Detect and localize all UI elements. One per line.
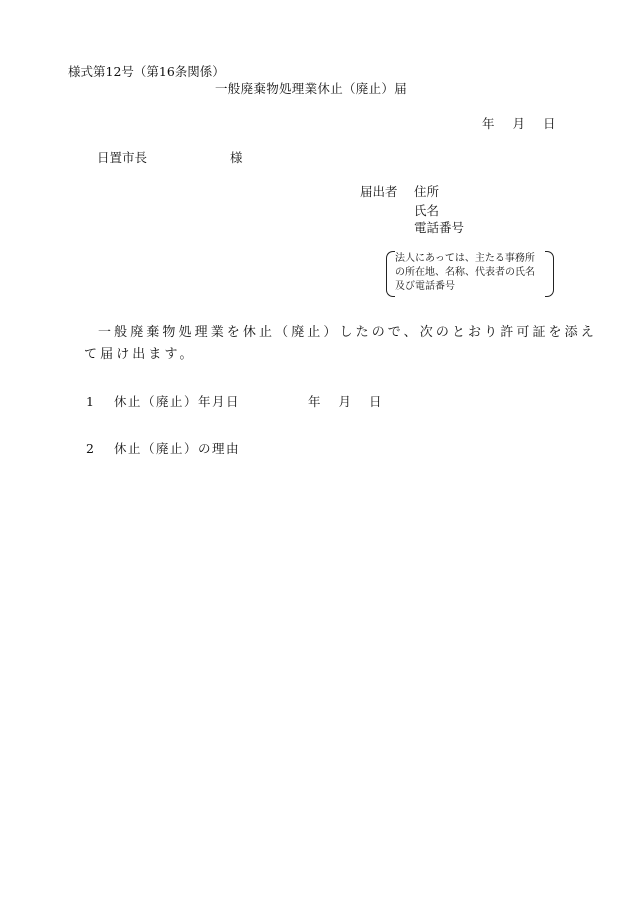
addressee-honorific: 様 [230, 150, 243, 165]
form-title: 一般廃棄物処理業休止（廃止）届 [215, 81, 408, 96]
body-text-line-2: て届け出ます。 [84, 347, 196, 362]
addressee-name: 日置市長 [97, 150, 148, 165]
item-1-month-label: 月 [338, 394, 352, 409]
corporate-note-line-3: 及び電話番号 [395, 281, 455, 292]
item-1-number: 1 [86, 394, 94, 409]
item-1-year-label: 年 [308, 394, 321, 409]
item-2-number: 2 [86, 441, 94, 456]
name-label: 氏名 [414, 203, 440, 218]
submission-date-line [482, 118, 556, 131]
date-month-label: 月 [512, 116, 526, 131]
date-year-label: 年 [482, 116, 495, 131]
corporate-note-line-1: 法人にあっては、主たる事務所 [395, 253, 535, 264]
body-text-line-1: 一般廃棄物処理業を休止（廃止）したので、次のとおり許可証を添え [98, 325, 597, 340]
applicant-label: 届出者 [360, 184, 398, 199]
item-2-label: 休止（廃止）の理由 [114, 441, 241, 456]
item-1-day-label: 日 [369, 394, 382, 409]
right-bracket [545, 251, 554, 297]
corporate-note-line-2: の所在地、名称、代表者の氏名 [395, 267, 535, 278]
address-label: 住所 [414, 184, 440, 199]
item-1-label: 休止（廃止）年月日 [114, 394, 241, 409]
corporate-note [386, 251, 554, 295]
left-bracket [386, 251, 395, 297]
form-number: 様式第12号（第16条関係） [68, 64, 225, 79]
date-day-label: 日 [543, 116, 556, 131]
phone-label: 電話番号 [414, 220, 465, 235]
item-1-date-line [308, 396, 382, 409]
